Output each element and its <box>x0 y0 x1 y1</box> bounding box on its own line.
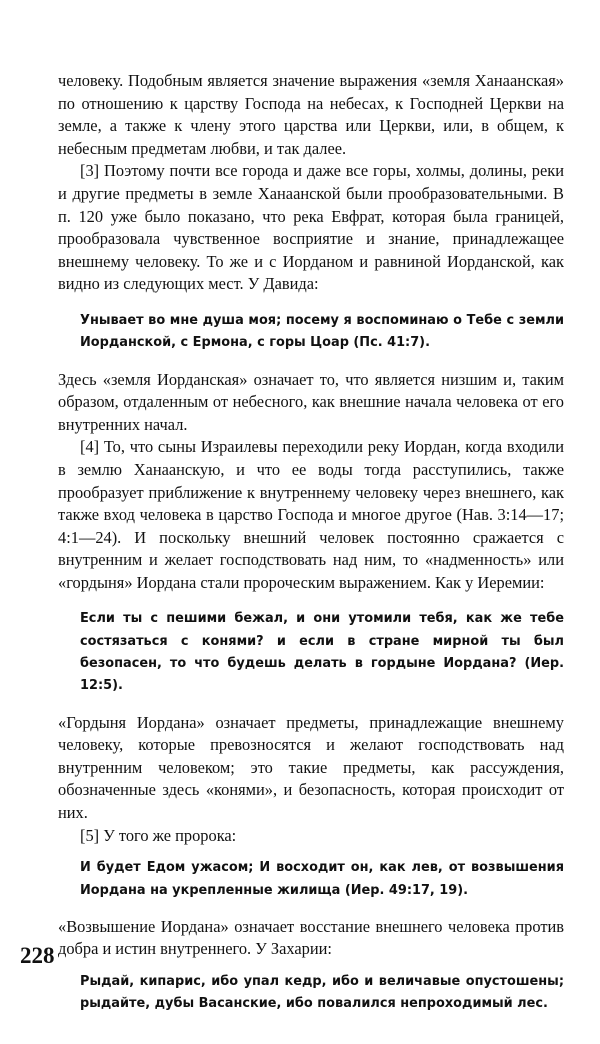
paragraph-5: [5] У того же пророка: <box>80 825 237 845</box>
quote-jeremiah-49: И будет Едом ужасом; И восходит он, как лев, от возвышения Иордана на укрепленные жилища (Иер. 49:17, 19). <box>80 860 564 898</box>
quote-psalm: Унывает во мне душа моя; посему я воспоминаю о Тебе с земли Иорданской, с Ермона, с горы Цоар (Пс. 41:7). <box>80 312 564 351</box>
paragraph-4: [4] То, что сыны Израилевы переходили реку Иордан, когда входили в землю Ханаанскую, и что ее воды тогда расступились, также прообразует приближение к внутреннему человеку через внешнего, как также вход человека в царство Господа и многое другое (Нав. 3:14—17; 4:1—24). И поскольку внешний человек постоянно сражается с внутренним и желает господствовать над ним, то «надменность» или «гордыня» Иордана стали пророческим выражением. Как у Иеремии: <box>58 437 564 592</box>
paragraph-jordan-land: Здесь «земля Иорданская» означает то, что является низшим и, таким образом, отдаленным от небесного, как внешние начала человека от его внутренних начал. <box>58 369 564 434</box>
quote-zechariah: Рыдай, кипарис, ибо упал кедр, ибо и величавые опустошены; рыдайте, дубы Васанские, ибо повалился непроходимый лес. <box>80 974 564 1012</box>
quote-jeremiah-12: Если ты с пешими бежал, и они утомили тебя, как же тебе состязаться с конями? и если в стране мирной ты был безопасен, то что будешь делать в гордыне Иордана? (Иер. 12:5). <box>80 611 564 694</box>
page-number: 228 <box>20 943 55 968</box>
paragraph-continuation: человеку. Подобным является значение выражения «земля Ханаанская» по отношению к царству Господа на небесах, к Господней Церкви на земле, а также к члену этого царства или Церкви, или, в общем, к небесным предметам любви, и так далее. <box>58 71 564 158</box>
paragraph-pride-jordan: «Гордыня Иордана» означает предметы, принадлежащие внешнему человеку, которые превозносятся и желают господствовать над внутренним человеком; это такие предметы, как рассуждения, обозначенные здесь «конями», и безопасность, которая происходит от них. <box>58 712 564 823</box>
paragraph-3: [3] Поэтому почти все города и даже все горы, холмы, долины, реки и другие предметы в земле Ханаанской были прообразовательными. В п. 120 уже было показано, что река Евфрат, которая была границей, прообразовала чувственное восприятие и знание, принадлежащее внешнему человеку. То же и с Иорданом и равниной Иорданской, как видно из следующих мест. У Давида: <box>58 161 564 294</box>
paragraph-height-jordan: «Возвышение Иордана» означает восстание внешнего человека против добра и истин внутреннего. У Захарии: <box>58 916 564 959</box>
page-body <box>58 70 564 1016</box>
